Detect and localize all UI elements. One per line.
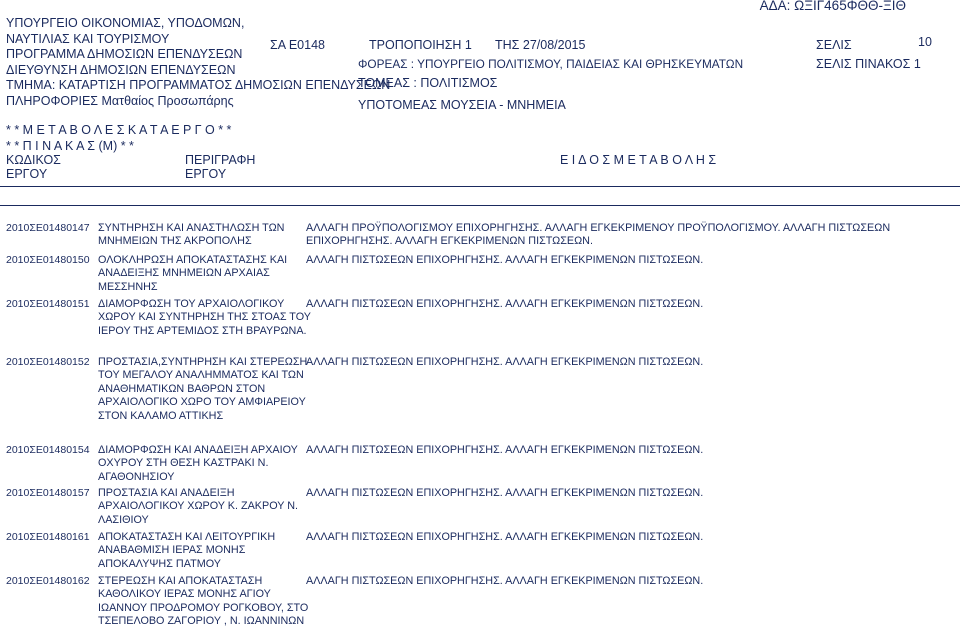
project-code: 2010ΣΕ01480162	[6, 575, 90, 587]
page-number: 10	[918, 35, 932, 49]
col-header-code: ΕΡΓΟΥ	[6, 167, 48, 181]
col-header-code: ΚΩΔΙΚΟΣ	[6, 153, 61, 167]
project-code: 2010ΣΕ01480154	[6, 444, 90, 456]
header-line: ΤΜΗΜΑ: ΚΑΤΑΡΤΙΣΗ ΠΡΟΓΡΑΜΜΑΤΟΣ ΔΗΜΟΣΙΩΝ ΕΠΕΝΔΥΣΕΩΝ	[6, 78, 391, 92]
change-type: ΑΛΛΑΓΗ ΠΙΣΤΩΣΕΩΝ ΕΠΙΧΟΡΗΓΗΣΗΣ. ΑΛΛΑΓΗ ΕΓΚΕΚΡΙΜΕΝΩΝ ΠΙΣΤΩΣΕΩΝ.	[306, 575, 704, 587]
table-title: * * Π Ι Ν Α Κ Α Σ (Μ) * *	[6, 139, 134, 153]
ypotomeas: ΥΠΟΤΟΜΕΑΣ ΜΟΥΣΕΙΑ - ΜΝΗΜΕΙΑ	[358, 98, 566, 112]
col-header-change-type: Ε Ι Δ Ο Σ Μ Ε Τ Α Β Ο Λ Η Σ	[560, 153, 717, 167]
project-code: 2010ΣΕ01480152	[6, 356, 90, 368]
project-description: ΣΤΕΡΕΩΣΗ ΚΑΙ ΑΠΟΚΑΤΑΣΤΑΣΗ ΚΑΘΟΛΙΚΟΥ ΙΕΡΑΣ ΜΟΝΗΣ ΑΓΙΟΥ ΙΩΑΝΝΟΥ ΠΡΟΔΡΟΜΟΥ ΡΟΓΚΟΒΟΥ, ΣΤΟ ΤΣΕΠΕΛΟΒΟ ΖΑΓΟΡΙΟΥ , Ν. ΙΩΑΝΝΙΝΩΝ	[98, 575, 309, 628]
amendment-date: ΤΗΣ 27/08/2015	[495, 38, 586, 52]
header-line: ΠΡΟΓΡΑΜΜΑ ΔΗΜΟΣΙΩΝ ΕΠΕΝΔΥΣΕΩΝ	[6, 47, 243, 61]
table-page-label: ΣΕΛΙΣ ΠΙΝΑΚΟΣ 1	[816, 57, 921, 71]
report-title: * * Μ Ε Τ Α Β Ο Λ Ε Σ Κ Α Τ Α Ε Ρ Γ Ο * *	[6, 123, 232, 137]
project-code: 2010ΣΕ01480157	[6, 487, 90, 499]
project-description: ΔΙΑΜΟΡΦΩΣΗ ΚΑΙ ΑΝΑΔΕΙΞΗ ΑΡΧΑΙΟΥ ΟΧΥΡΟΥ ΣΤΗ ΘΕΣΗ ΚΑΣΤΡΑΚΙ Ν. ΑΓΑΘΟΝΗΣΙΟΥ	[98, 444, 298, 483]
project-description: ΠΡΟΣΤΑΣΙΑ ΚΑΙ ΑΝΑΔΕΙΞΗ ΑΡΧΑΙΟΛΟΓΙΚΟΥ ΧΩΡΟΥ Κ. ΖΑΚΡΟΥ Ν. ΛΑΣΙΘΙΟΥ	[98, 487, 299, 526]
header-line: ΔΙΕΥΘΥΝΣΗ ΔΗΜΟΣΙΩΝ ΕΠΕΝΔΥΣΕΩΝ	[6, 62, 236, 77]
ministry-header	[6, 16, 390, 109]
change-type: ΑΛΛΑΓΗ ΠΙΣΤΩΣΕΩΝ ΕΠΙΧΟΡΗΓΗΣΗΣ. ΑΛΛΑΓΗ ΕΓΚΕΚΡΙΜΕΝΩΝ ΠΙΣΤΩΣΕΩΝ.	[306, 254, 704, 266]
change-type: ΑΛΛΑΓΗ ΠΙΣΤΩΣΕΩΝ ΕΠΙΧΟΡΗΓΗΣΗΣ. ΑΛΛΑΓΗ ΕΓΚΕΚΡΙΜΕΝΩΝ ΠΙΣΤΩΣΕΩΝ.	[306, 487, 704, 499]
change-type: ΑΛΛΑΓΗ ΠΙΣΤΩΣΕΩΝ ΕΠΙΧΟΡΗΓΗΣΗΣ. ΑΛΛΑΓΗ ΕΓΚΕΚΡΙΜΕΝΩΝ ΠΙΣΤΩΣΕΩΝ.	[306, 444, 704, 456]
divider	[0, 205, 960, 206]
sa-code: ΣΑ Ε0148	[270, 38, 325, 52]
header-line: ΠΛΗΡΟΦΟΡΙΕΣ Ματθαίος Προσωπάρης	[6, 93, 234, 108]
project-description: ΔΙΑΜΟΡΦΩΣΗ ΤΟΥ ΑΡΧΑΙΟΛΟΓΙΚΟΥ ΧΩΡΟΥ ΚΑΙ ΣΥΝΤΗΡΗΣΗ ΤΗΣ ΣΤΟΑΣ ΤΟΥ ΙΕΡΟΥ ΤΗΣ ΑΡΤΕΜΙΔΟΣ ΣΤΗ ΒΡΑΥΡΩΝΑ.	[98, 298, 311, 337]
change-type: ΑΛΛΑΓΗ ΠΙΣΤΩΣΕΩΝ ΕΠΙΧΟΡΗΓΗΣΗΣ. ΑΛΛΑΓΗ ΕΓΚΕΚΡΙΜΕΝΩΝ ΠΙΣΤΩΣΕΩΝ.	[306, 356, 704, 368]
project-code: 2010ΣΕ01480150	[6, 254, 90, 266]
project-code: 2010ΣΕ01480151	[6, 298, 90, 310]
project-code: 2010ΣΕ01480147	[6, 222, 90, 234]
page-label: ΣΕΛΙΣ	[816, 38, 852, 52]
col-header-description: ΠΕΡΙΓΡΑΦΗ	[185, 153, 256, 167]
col-header-description: ΕΡΓΟΥ	[185, 167, 227, 181]
tomeas: ΤΟΜΕΑΣ : ΠΟΛΙΤΙΣΜΟΣ	[358, 76, 498, 90]
header-line: ΝΑΥΤΙΛΙΑΣ ΚΑΙ ΤΟΥΡΙΣΜΟΥ	[6, 31, 170, 46]
change-type: ΑΛΛΑΓΗ ΠΡΟΫΠΟΛΟΓΙΣΜΟΥ ΕΠΙΧΟΡΗΓΗΣΗΣ. ΑΛΛΑΓΗ ΕΓΚΕΚΡΙΜΕΝΟΥ ΠΡΟΫΠΟΛΟΓΙΣΜΟΥ. ΑΛΛΑΓΗ ΠΙΣΤΩΣΕΩΝ ΕΠΙΧΟΡΗΓΗΣΗΣ. ΑΛΛΑΓΗ ΕΓΚΕΚΡΙΜΕΝΩΝ ΠΙΣΤΩΣΕΩΝ.	[306, 222, 891, 248]
header-line: ΥΠΟΥΡΓΕΙΟ ΟΙΚΟΝΟΜΙΑΣ, ΥΠΟΔΟΜΩΝ,	[6, 16, 245, 30]
change-type: ΑΛΛΑΓΗ ΠΙΣΤΩΣΕΩΝ ΕΠΙΧΟΡΗΓΗΣΗΣ. ΑΛΛΑΓΗ ΕΓΚΕΚΡΙΜΕΝΩΝ ΠΙΣΤΩΣΕΩΝ.	[306, 298, 704, 310]
project-description: ΠΡΟΣΤΑΣΙΑ,ΣΥΝΤΗΡΗΣΗ ΚΑΙ ΣΤΕΡΕΩΣΗ ΤΟΥ ΜΕΓΑΛΟΥ ΑΝΑΛΗΜΜΑΤΟΣ ΚΑΙ ΤΩΝ ΑΝΑΘΗΜΑΤΙΚΩΝ ΒΑΘΡΩΝ ΣΤΟΝ ΑΡΧΑΙΟΛΟΓΙΚΟ ΧΩΡΟ ΤΟΥ ΑΜΦΙΑΡΕΙΟΥ ΣΤΟΝ ΚΑΛΑΜΟ ΑΤΤΙΚΗΣ	[98, 356, 308, 422]
amendment-number: ΤΡΟΠΟΠΟΙΗΣΗ 1	[369, 38, 472, 52]
ada-code: ΑΔΑ: ΩΞΙΓ465ΦΘΘ-ΞΙΘ	[759, 0, 906, 13]
foreas: ΦΟΡΕΑΣ : ΥΠΟΥΡΓΕΙΟ ΠΟΛΙΤΙΣΜΟΥ, ΠΑΙΔΕΙΑΣ ΚΑΙ ΘΡΗΣΚΕΥΜΑΤΩΝ	[358, 57, 744, 71]
project-code: 2010ΣΕ01480161	[6, 531, 90, 543]
project-description: ΟΛΟΚΛΗΡΩΣΗ ΑΠΟΚΑΤΑΣΤΑΣΗΣ ΚΑΙ ΑΝΑΔΕΙΞΗΣ ΜΝΗΜΕΙΩΝ ΑΡΧΑΙΑΣ ΜΕΣΣΗΝΗΣ	[98, 254, 288, 293]
project-description: ΑΠΟΚΑΤΑΣΤΑΣΗ ΚΑΙ ΛΕΙΤΟΥΡΓΙΚΗ ΑΝΑΒΑΘΜΙΣΗ ΙΕΡΑΣ ΜΟΝΗΣ ΑΠΟΚΑΛΥΨΗΣ ΠΑΤΜΟΥ	[98, 531, 276, 570]
project-description: ΣΥΝΤΗΡΗΣΗ ΚΑΙ ΑΝΑΣΤΗΛΩΣΗ ΤΩΝ ΜΝΗΜΕΙΩΝ ΤΗΣ ΑΚΡΟΠΟΛΗΣ	[98, 222, 285, 248]
divider	[0, 186, 960, 187]
change-type: ΑΛΛΑΓΗ ΠΙΣΤΩΣΕΩΝ ΕΠΙΧΟΡΗΓΗΣΗΣ. ΑΛΛΑΓΗ ΕΓΚΕΚΡΙΜΕΝΩΝ ΠΙΣΤΩΣΕΩΝ.	[306, 531, 704, 543]
